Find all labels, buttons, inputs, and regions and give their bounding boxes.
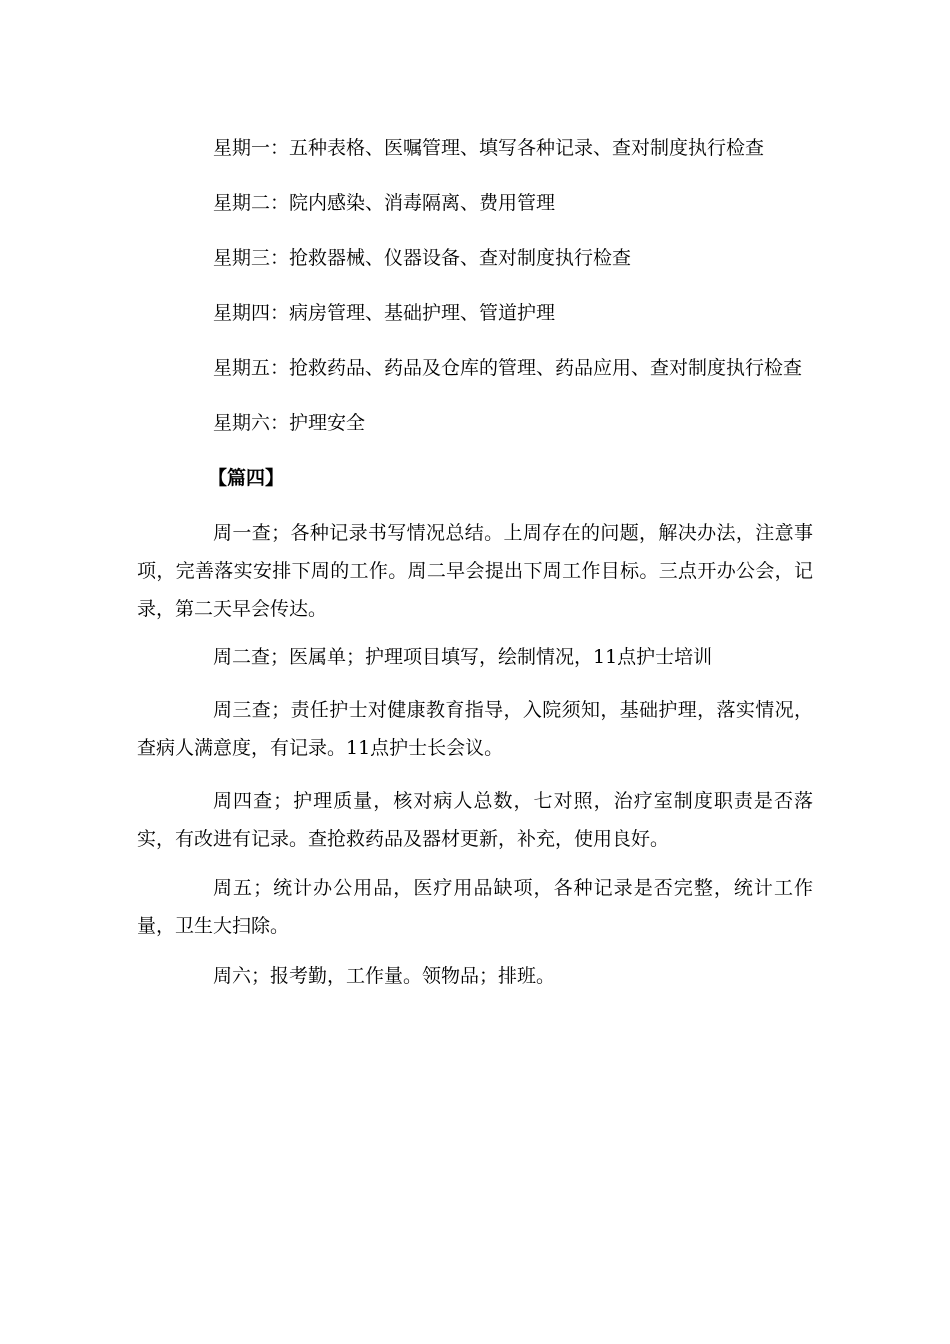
paragraph-friday-check: 周五；统计办公用品，医疗用品缺项，各种记录是否完整，统计工作量，卫生大扫除。 [137, 877, 813, 937]
schedule-saturday: 星期六：护理安全 [213, 412, 366, 434]
schedule-friday: 星期五：抢救药品、药品及仓库的管理、药品应用、查对制度执行检查 [213, 357, 803, 379]
schedule-monday: 星期一：五种表格、医嘱管理、填写各种记录、查对制度执行检查 [213, 137, 765, 159]
schedule-thursday: 星期四：病房管理、基础护理、管道护理 [213, 302, 556, 324]
paragraph-wednesday-check: 周三查；责任护士对健康教育指导，入院须知，基础护理，落实情况，查病人满意度，有记录。11点护士长会议。 [137, 699, 813, 759]
paragraph-saturday-check: 周六；报考勤，工作量。领物品；排班。 [213, 965, 556, 987]
section-heading: 【篇四】 [208, 467, 285, 489]
paragraph-tuesday-check: 周二查；医属单；护理项目填写，绘制情况，11点护士培训 [213, 646, 713, 668]
paragraph-thursday-check: 周四查；护理质量，核对病人总数，七对照，治疗室制度职责是否落实，有改进有记录。查抢救药品及器材更新，补充，使用良好。 [137, 790, 813, 850]
schedule-wednesday: 星期三：抢救器械、仪器设备、查对制度执行检查 [213, 247, 632, 269]
schedule-tuesday: 星期二：院内感染、消毒隔离、费用管理 [213, 192, 556, 214]
paragraph-monday-check: 周一查；各种记录书写情况总结。上周存在的问题，解决办法，注意事项，完善落实安排下周的工作。周二早会提出下周工作目标。三点开办公会，记录，第二天早会传达。 [137, 522, 813, 620]
